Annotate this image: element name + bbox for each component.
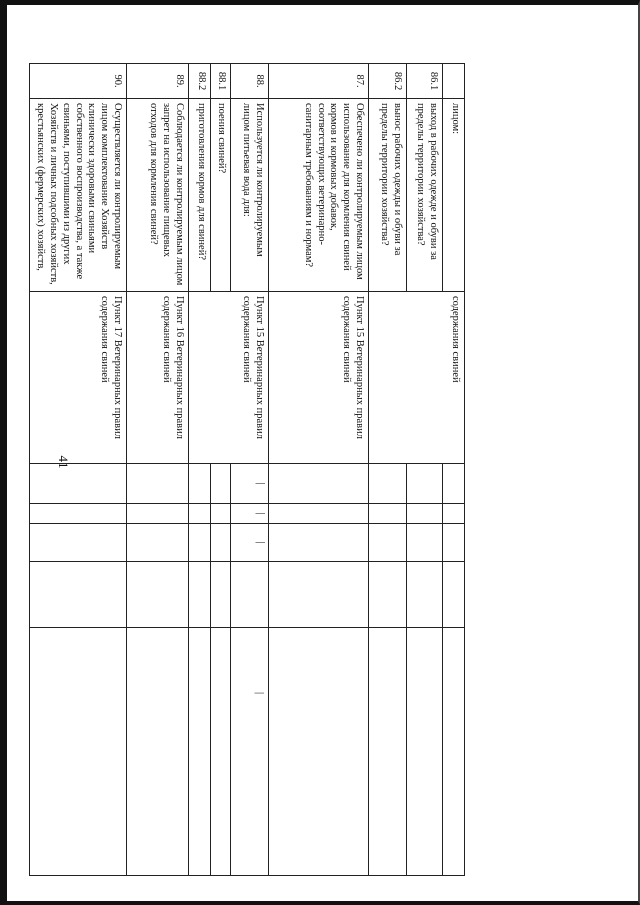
comment-cell [443, 628, 465, 876]
legal-reference-cell: Пункт 15 Ветеринарных правил содержания свиней [269, 292, 369, 464]
answer-no-cell [269, 504, 369, 524]
answer-no-cell [407, 504, 443, 524]
comment-cell [231, 628, 269, 876]
answer-na-cell [30, 524, 127, 562]
answer-no-cell [443, 504, 465, 524]
table-row [189, 64, 211, 876]
legal-reference-cell: Пункт 17 Ветеринарных правил содержания свиней [30, 292, 127, 464]
dash-mark: | [255, 512, 266, 515]
answer-empty-cell [30, 562, 127, 628]
answer-empty-cell [269, 562, 369, 628]
answer-yes-cell [269, 464, 369, 504]
answer-yes-cell [189, 464, 211, 504]
answer-na-cell [369, 524, 407, 562]
comment-cell [30, 628, 127, 876]
dash-mark: | [255, 482, 266, 485]
answer-na-cell [443, 524, 465, 562]
checklist-table [29, 63, 465, 876]
question-cell: вынос рабочих одежды и обуви за пределы территории хозяйства? [369, 99, 407, 292]
answer-empty-cell [127, 562, 189, 628]
dash-mark: | [254, 692, 265, 695]
answer-no-cell [211, 504, 231, 524]
answer-no-cell [189, 504, 211, 524]
answer-empty-cell [369, 562, 407, 628]
row-number: 87. [269, 64, 369, 99]
answer-yes-cell [127, 464, 189, 504]
answer-no-cell [30, 504, 127, 524]
answer-empty-cell [189, 562, 211, 628]
question-cell: поения свиней? [211, 99, 231, 292]
answer-yes-cell [30, 464, 127, 504]
answer-na-cell [189, 524, 211, 562]
dash-mark: | [255, 541, 266, 544]
answer-yes-cell [407, 464, 443, 504]
table-row [443, 64, 465, 876]
legal-reference-cell: Пункт 15 Ветеринарных правил содержания свиней [189, 292, 269, 464]
table-row [407, 64, 443, 876]
comment-cell [369, 628, 407, 876]
legal-reference-cell: содержания свиней [369, 292, 465, 464]
table-row [211, 64, 231, 876]
answer-na-cell [407, 524, 443, 562]
question-cell: Соблюдается ли контролируемым лицом запрет на использование пищевых отходов для кормления свиней? [127, 99, 189, 292]
answer-empty-cell [231, 562, 269, 628]
question-cell: Обеспечено ли контролируемым лицом использование для кормления свиней кормов и кормовых добавок, соответствующих ветеринарно-санитарным требованиям и нормам? [269, 99, 369, 292]
comment-cell [269, 628, 369, 876]
answer-empty-cell [443, 562, 465, 628]
comment-cell [407, 628, 443, 876]
table-row [30, 64, 127, 876]
row-number: 89. [127, 64, 189, 99]
table-row [127, 64, 189, 876]
comment-cell [127, 628, 189, 876]
answer-na-cell [127, 524, 189, 562]
row-number [443, 64, 465, 99]
comment-cell [211, 628, 231, 876]
answer-no-cell [231, 504, 269, 524]
answer-no-cell [369, 504, 407, 524]
question-cell: Осуществляется ли контролируемым лицом комплектование Хозяйств клинически здоровыми свиньями собственного воспроизводства, а также свиньями, поступившими из других Хозяйств и личных подсобных хозяйств, крестьянских (фермерских) хозяйств, [30, 99, 127, 292]
page-number: 41 [56, 455, 71, 469]
question-cell: Используется ли контролируемым лицом питьевая вода для: [231, 99, 269, 292]
answer-empty-cell [407, 562, 443, 628]
table-row [231, 64, 269, 876]
answer-yes-cell [443, 464, 465, 504]
row-number: 88. [231, 64, 269, 99]
answer-na-cell [211, 524, 231, 562]
question-cell: выход в рабочих одежде и обуви за пределы территории хозяйства? [407, 99, 443, 292]
answer-empty-cell [211, 562, 231, 628]
answer-yes-cell [369, 464, 407, 504]
answer-na-cell [231, 524, 269, 562]
row-number: 86.1 [407, 64, 443, 99]
question-cell: лицом: [443, 99, 465, 292]
row-number: 88.1 [211, 64, 231, 99]
table-row [269, 64, 369, 876]
comment-cell [189, 628, 211, 876]
table-row [369, 64, 407, 876]
row-number: 88.2 [189, 64, 211, 99]
legal-reference-cell: Пункт 16 Ветеринарных правил содержания свиней [127, 292, 189, 464]
answer-na-cell [269, 524, 369, 562]
row-number: 90. [30, 64, 127, 99]
answer-yes-cell [211, 464, 231, 504]
answer-yes-cell [231, 464, 269, 504]
question-cell: приготовления кормов для свиней? [189, 99, 211, 292]
row-number: 86.2 [369, 64, 407, 99]
answer-no-cell [127, 504, 189, 524]
